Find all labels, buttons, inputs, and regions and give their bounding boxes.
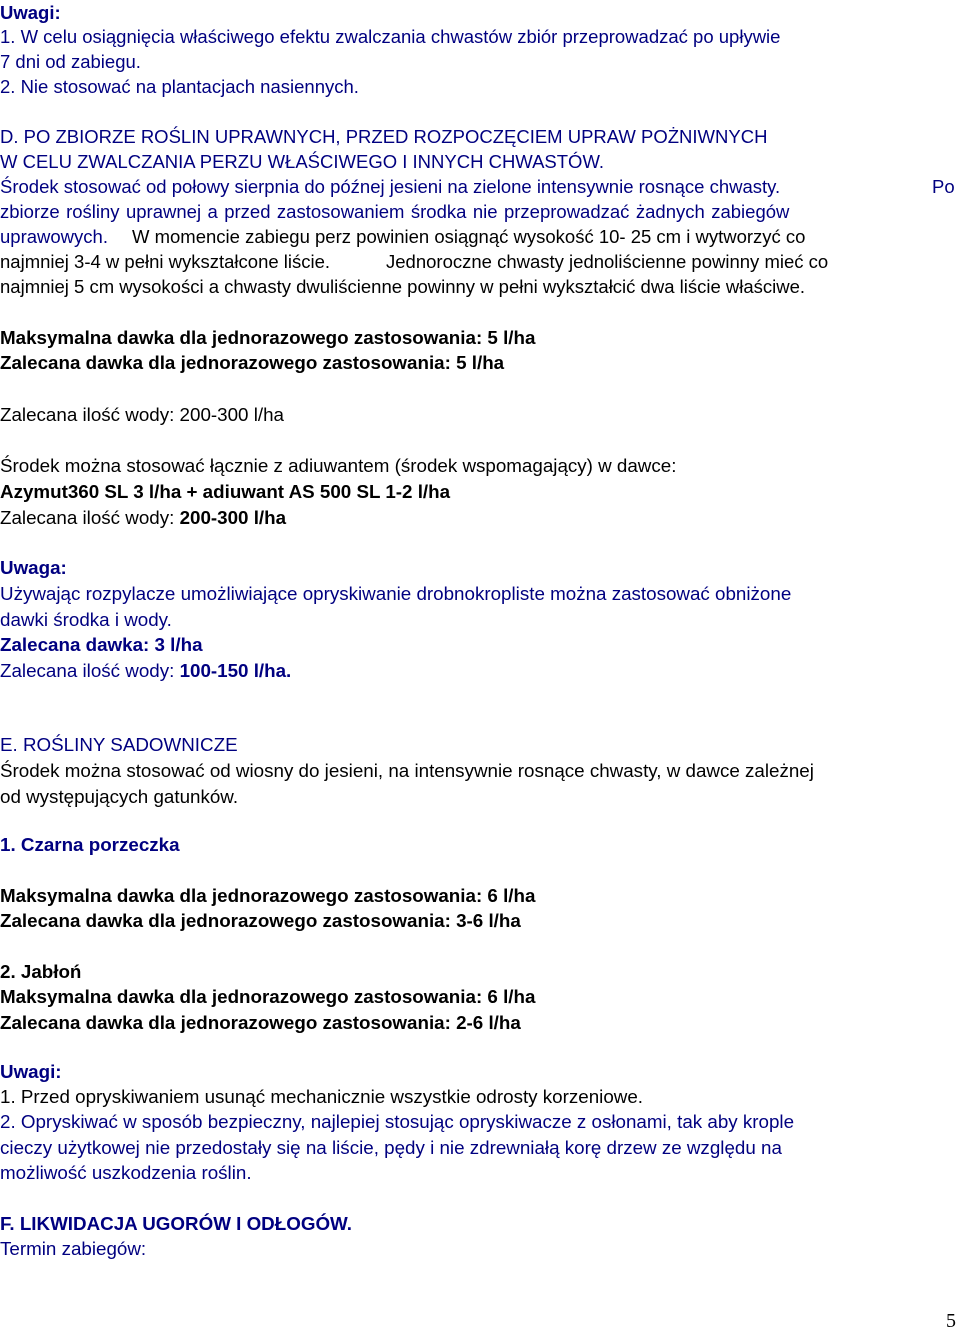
uwaga-heading: Uwaga: (0, 557, 67, 578)
note-1-line-2: 7 dni od zabiegu. (0, 51, 141, 72)
crop-2-title: 2. Jabłoń (0, 961, 82, 982)
uwaga-water-label: Zalecana ilość wody: (0, 660, 180, 681)
uwaga-line-1: Używając rozpylacze umożliwiające opryskiwanie drobnokropliste można zastosować obniżone (0, 583, 792, 604)
uwaga-line-2: dawki środka i wody. (0, 609, 172, 630)
section-d-water: Zalecana ilość wody: 200-300 l/ha (0, 404, 284, 425)
section-e-heading: E. ROŚLINY SADOWNICZE (0, 734, 238, 755)
notes-heading: Uwagi: (0, 2, 61, 23)
section-f-term: Termin zabiegów: (0, 1238, 147, 1259)
section-e-paragraph-line-2: od występujących gatunków. (0, 786, 239, 807)
section-d-paragraph-line-3b: W momencie zabiegu perz powinien osiągnąć wysokość 10- 25 cm i wytworzyć co (132, 226, 806, 247)
uwaga-water-value: 100-150 l/ha. (179, 660, 292, 681)
section-f-heading: F. LIKWIDACJA UGORÓW I ODŁOGÓW. (0, 1213, 352, 1234)
section-d-paragraph-line-2: zbiorze rośliny uprawnej a przed zastosowaniem środka nie przeprowadzać żadnych zabiegów (0, 201, 790, 222)
section-d-max-dose: Maksymalna dawka dla jednorazowego zastosowania: 5 l/ha (0, 327, 536, 348)
section-e-notes-heading: Uwagi: (0, 1061, 62, 1082)
section-e-paragraph-line-1: Środek można stosować od wiosny do jesieni, na intensywnie rosnące chwasty, w dawce zależnej (0, 760, 814, 781)
section-d-paragraph-line-4b: Jednoroczne chwasty jednoliścienne powinny mieć co (386, 251, 829, 272)
crop-2-max-dose: Maksymalna dawka dla jednorazowego zastosowania: 6 l/ha (0, 986, 536, 1007)
crop-1-max-dose: Maksymalna dawka dla jednorazowego zastosowania: 6 l/ha (0, 885, 536, 906)
section-d-paragraph-line-1-end: Po (932, 176, 955, 197)
section-d-heading-line-1: D. PO ZBIORZE ROŚLIN UPRAWNYCH, PRZED ROZPOCZĘCIEM UPRAW POŻNIWNYCH (0, 126, 768, 147)
section-e-note-1: 1. Przed opryskiwaniem usunąć mechanicznie wszystkie odrosty korzeniowe. (0, 1086, 644, 1107)
section-d-paragraph-line-3a: uprawowych. (0, 226, 108, 247)
note-2: 2. Nie stosować na plantacjach nasiennych. (0, 76, 359, 97)
uwaga-dose: Zalecana dawka: 3 l/ha (0, 634, 203, 655)
section-e-note-2-line-3: możliwość uszkodzenia roślin. (0, 1162, 252, 1183)
adjuvant-water-value: 200-300 l/ha (179, 507, 287, 528)
crop-2-recommended-dose: Zalecana dawka dla jednorazowego zastosowania: 2-6 l/ha (0, 1012, 521, 1033)
adjuvant-water-label: Zalecana ilość wody: (0, 507, 180, 528)
uwaga-water (0, 660, 291, 682)
adjuvant-intro: Środek można stosować łącznie z adiuwantem (środek wspomagający) w dawce: (0, 455, 677, 476)
page-number: 5 (946, 1310, 956, 1332)
section-d-recommended-dose: Zalecana dawka dla jednorazowego zastosowania: 5 l/ha (0, 352, 505, 373)
section-d-paragraph-line-5: najmniej 5 cm wysokości a chwasty dwuliścienne powinny w pełni wykształcić dwa liście właściwe. (0, 276, 806, 297)
section-d-paragraph-line-4a: najmniej 3-4 w pełni wykształcone liście. (0, 251, 331, 272)
section-e-note-2-line-2: cieczy użytkowej nie przedostały się na liście, pędy i nie zdrewniałą korę drzew ze względu na (0, 1137, 782, 1158)
crop-1-recommended-dose: Zalecana dawka dla jednorazowego zastosowania: 3-6 l/ha (0, 910, 521, 931)
section-d-paragraph-line-1: Środek stosować od połowy sierpnia do późnej jesieni na zielone intensywnie rosnące chwasty. (0, 176, 781, 197)
section-d-heading-line-2: W CELU ZWALCZANIA PERZU WŁAŚCIWEGO I INNYCH CHWASTÓW. (0, 151, 605, 172)
adjuvant-water (0, 507, 286, 529)
crop-1-title: 1. Czarna porzeczka (0, 834, 180, 855)
note-1-line-1: 1. W celu osiągnięcia właściwego efektu zwalczania chwastów zbiór przeprowadzać po upływie (0, 26, 781, 47)
adjuvant-dose: Azymut360 SL 3 l/ha + adiuwant AS 500 SL 1-2 l/ha (0, 481, 451, 502)
section-e-note-2-line-1: 2. Opryskiwać w sposób bezpieczny, najlepiej stosując opryskiwacze z osłonami, tak aby krople (0, 1111, 795, 1132)
